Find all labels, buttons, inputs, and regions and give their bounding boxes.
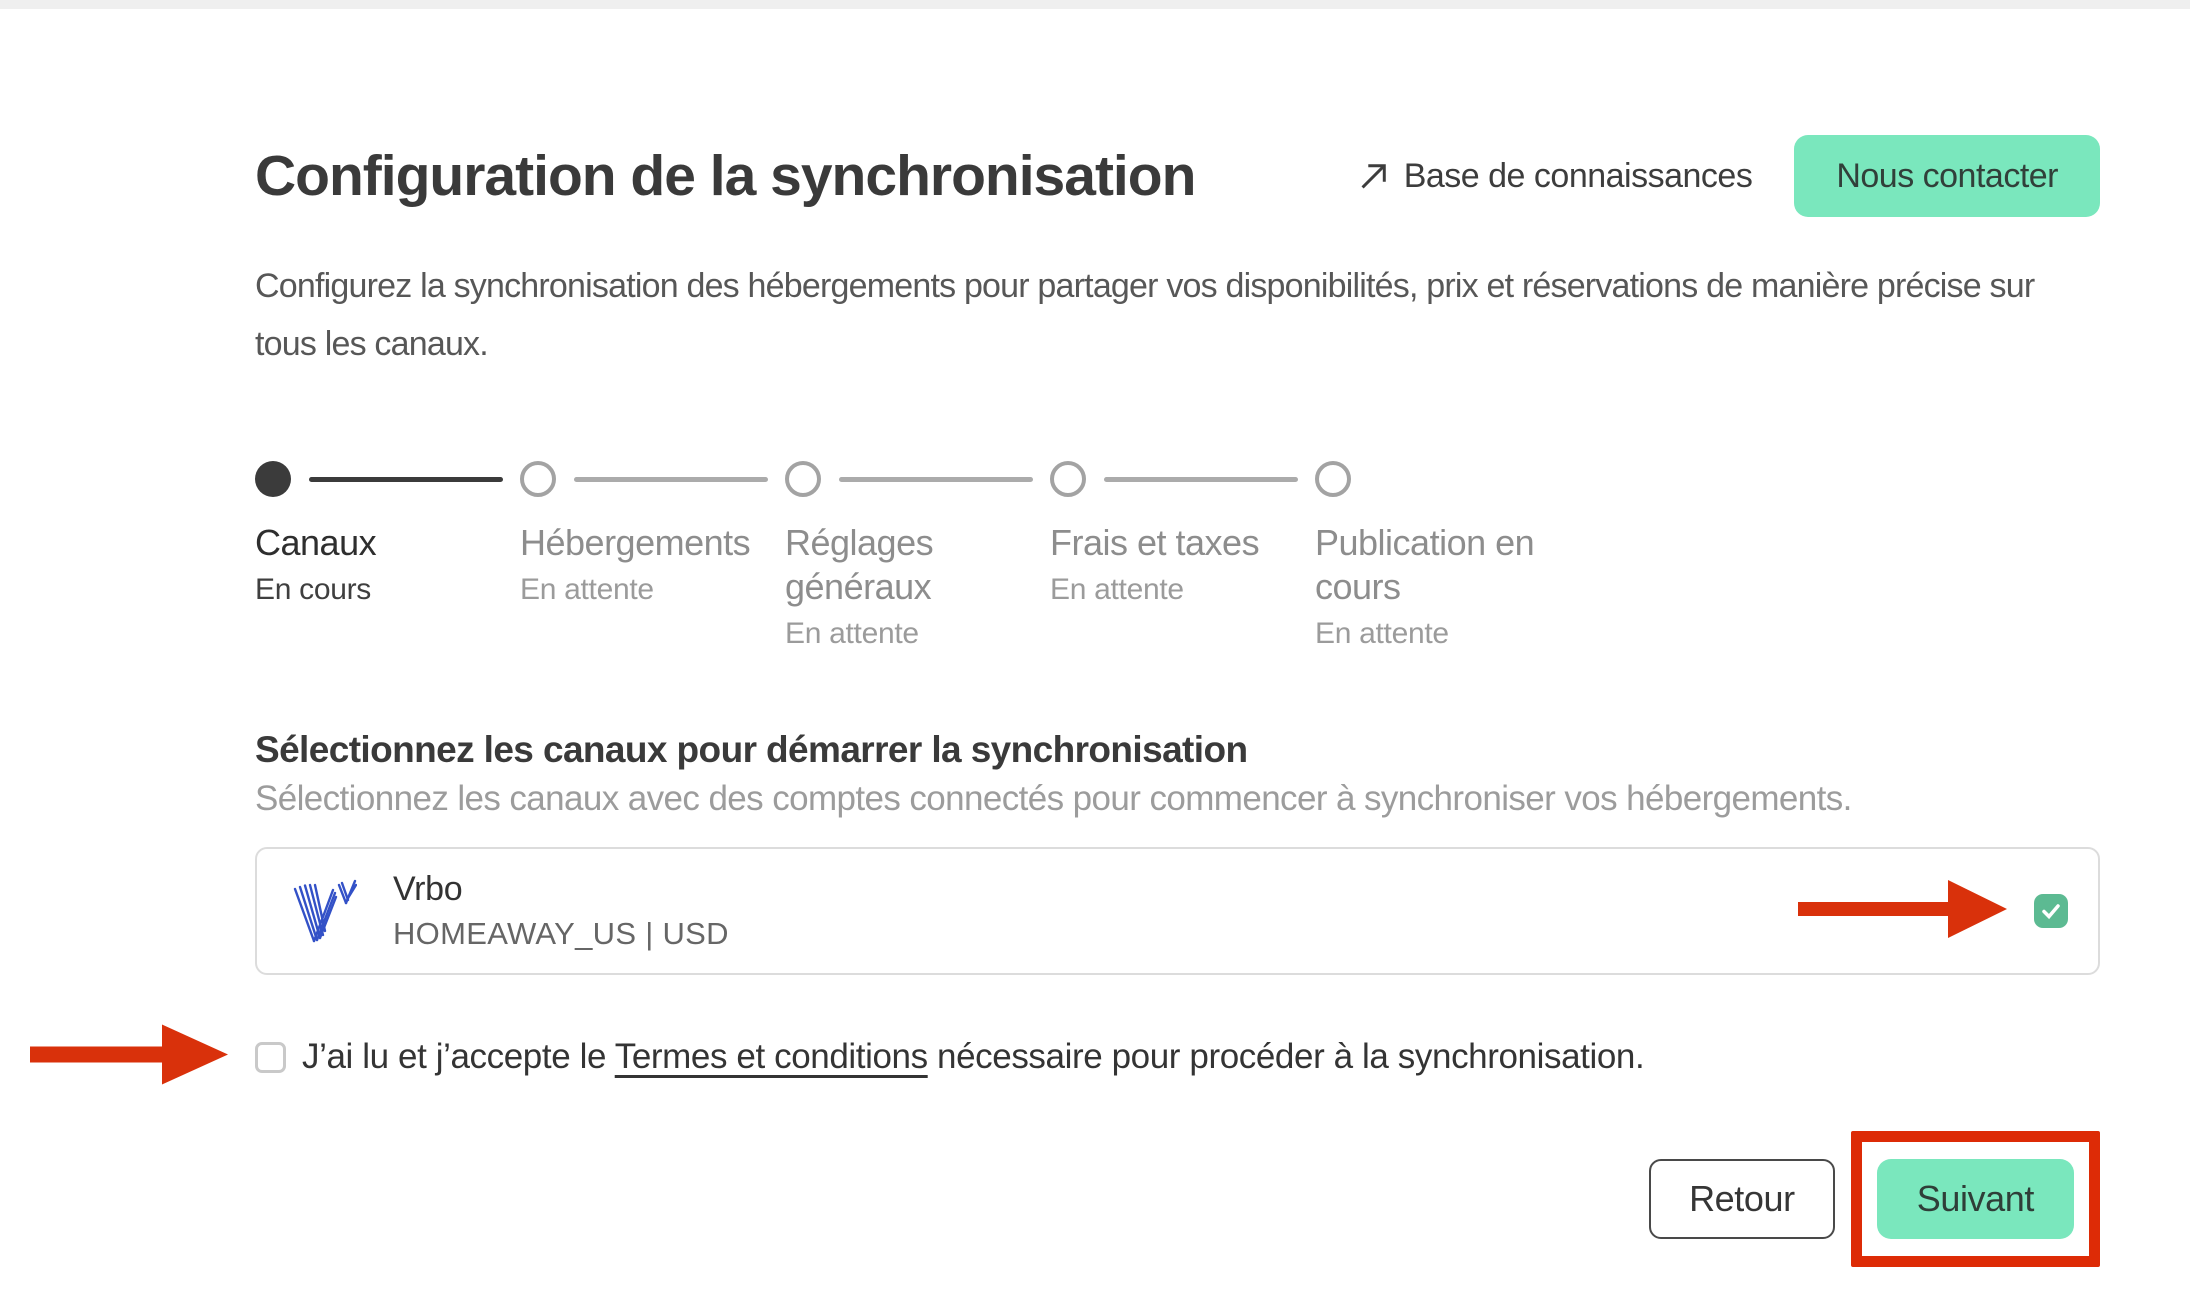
red-box-annotation xyxy=(1851,1131,2100,1267)
vrbo-logo xyxy=(293,877,357,945)
channel-checkbox-checked[interactable] xyxy=(2034,894,2068,928)
step-dot-empty xyxy=(1050,461,1086,497)
step-reglages-generaux xyxy=(785,461,1050,651)
channel-name: Vrbo xyxy=(393,870,463,908)
step-status: En cours xyxy=(255,573,371,606)
step-status: En attente xyxy=(1315,617,1449,650)
step-label: Réglages généraux xyxy=(785,522,934,607)
terms-suffix: nécessaire pour procéder à la synchronisation. xyxy=(927,1037,1645,1076)
red-arrow-annotation xyxy=(1798,879,2008,944)
footer-actions xyxy=(255,1131,2100,1267)
step-status: En attente xyxy=(1050,573,1184,606)
channel-card-right xyxy=(1798,879,2068,944)
next-button[interactable]: Suivant xyxy=(1877,1159,2074,1239)
step-connector xyxy=(309,477,503,482)
external-link-icon xyxy=(1358,160,1390,192)
terms-row xyxy=(255,1037,2100,1077)
page-top-strip xyxy=(0,0,2190,9)
step-dot-empty xyxy=(520,461,556,497)
step-status: En attente xyxy=(520,573,654,606)
step-dot-empty xyxy=(1315,461,1351,497)
channels-heading: Sélectionnez les canaux pour démarrer la synchronisation xyxy=(255,729,1248,770)
step-canaux xyxy=(255,461,520,651)
step-status: En attente xyxy=(785,617,919,650)
step-label: Hébergements xyxy=(520,522,751,563)
step-connector xyxy=(1104,477,1298,482)
step-label: Publication en cours xyxy=(1315,522,1535,607)
contact-us-button[interactable]: Nous contacter xyxy=(1794,135,2100,217)
step-connector xyxy=(839,477,1033,482)
step-label: Canaux xyxy=(255,522,377,563)
channels-subheading: Sélectionnez les canaux avec des comptes connectés pour commencer à synchroniser vos hébergements. xyxy=(255,779,1852,818)
step-frais-et-taxes xyxy=(1050,461,1315,651)
channel-card-vrbo[interactable] xyxy=(255,847,2100,975)
red-arrow-annotation xyxy=(30,1025,230,1090)
setup-stepper xyxy=(255,461,2100,651)
step-dot-filled xyxy=(255,461,291,497)
check-icon xyxy=(2039,899,2063,923)
step-connector xyxy=(574,477,768,482)
knowledge-base-label: Base de connaissances xyxy=(1403,156,1753,195)
channel-account: HOMEAWAY_US | USD xyxy=(393,916,729,951)
terms-checkbox-unchecked[interactable] xyxy=(255,1042,286,1073)
terms-text xyxy=(302,1037,1644,1077)
page-title: Configuration de la synchronisation xyxy=(255,144,1196,208)
header-actions xyxy=(1358,135,2100,217)
channel-info xyxy=(393,870,729,952)
terms-and-conditions-link[interactable]: Termes et conditions xyxy=(614,1037,928,1076)
terms-prefix: J’ai lu et j’accepte le xyxy=(302,1037,615,1076)
intro-text: Configurez la synchronisation des hébergements pour partager vos disponibilités, prix et réservations de manière précise sur tous les canaux. xyxy=(255,267,2035,363)
page-header xyxy=(255,135,2100,217)
sync-setup-page xyxy=(255,135,2100,1267)
step-dot-empty xyxy=(785,461,821,497)
knowledge-base-link[interactable] xyxy=(1358,157,1753,196)
step-hebergements xyxy=(520,461,785,651)
step-publication xyxy=(1315,461,1595,651)
step-label: Frais et taxes xyxy=(1050,522,1260,563)
back-button[interactable]: Retour xyxy=(1649,1159,1835,1239)
